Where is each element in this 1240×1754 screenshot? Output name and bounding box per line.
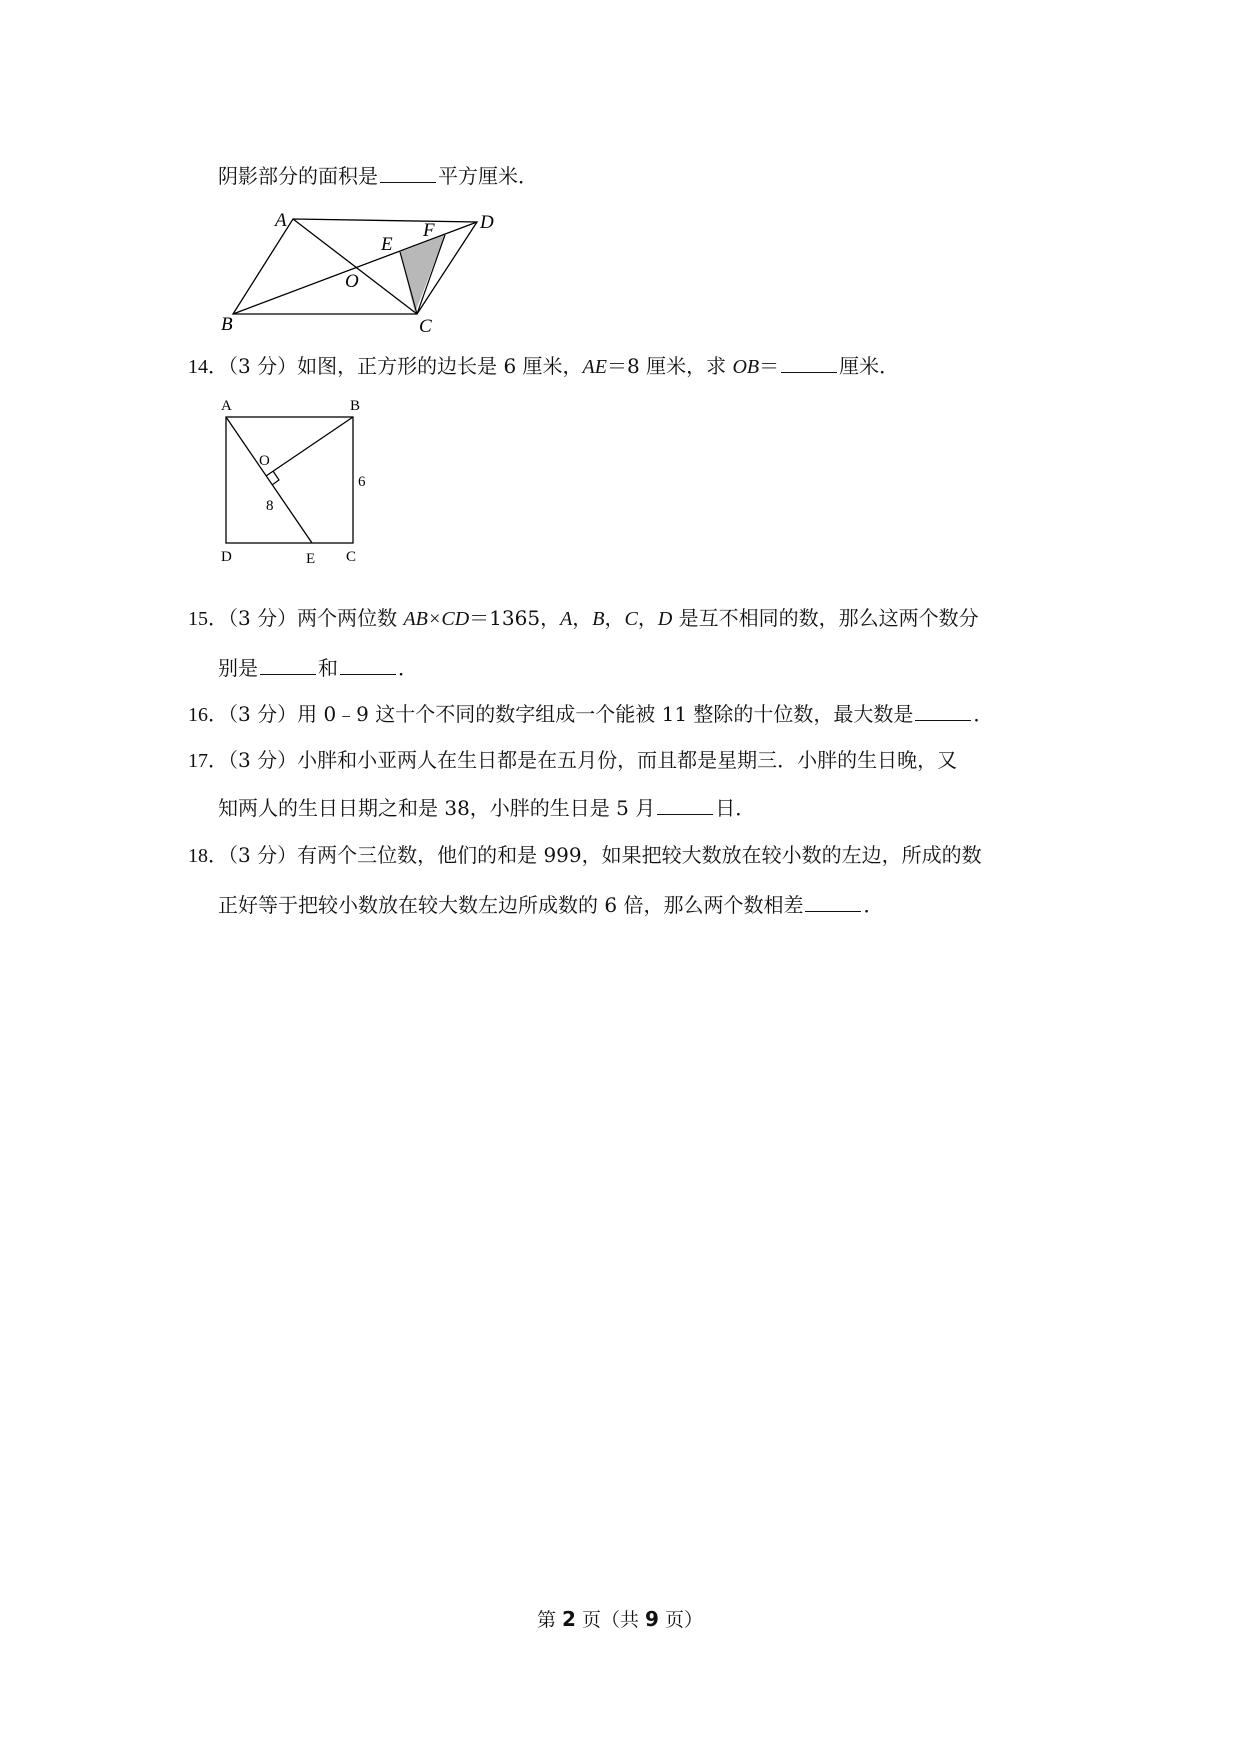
q13-answer-blank[interactable] (380, 164, 436, 183)
q15-line-2: 别是 和 ． (218, 656, 418, 680)
q16-answer-blank[interactable] (915, 702, 971, 721)
q14-answer-blank[interactable] (781, 354, 837, 373)
q18-line-2: 正好等于把较小数放在较大数左边所成数的 6 倍，那么两个数相差 ． (218, 893, 884, 917)
q14-right-angle-mark (272, 471, 279, 485)
q13-label-f: F (423, 220, 435, 241)
page-number: 2 (562, 1607, 576, 1631)
q14-label-d: D (221, 549, 232, 565)
q13-label-c: C (419, 316, 432, 335)
q13-parallelogram-figure (215, 210, 515, 335)
page-total: 9 (645, 1607, 659, 1631)
q14-label-e: E (306, 551, 316, 567)
q14-label-side: 6 (358, 474, 366, 490)
q14-label-b: B (350, 398, 361, 414)
q18-line-1: 18．（3 分）有两个三位数，他们的和是 999，如果把较大数放在较小数的左边，所成的数 (188, 843, 982, 867)
q14-segment-bo (266, 417, 353, 476)
q17-line-1: 17．（3 分）小胖和小亚两人在生日都是在五月份，而且都是星期三．小胖的生日晚，又 (188, 748, 958, 772)
q13-diagonal-bd (233, 222, 477, 314)
q14-square (226, 417, 353, 543)
q17-answer-blank[interactable] (657, 796, 713, 815)
q14-label-o: O (259, 453, 270, 469)
q15-line-1: 15．（3 分）两个两位数 AB×CD＝1365，A，B，C，D 是互不相同的数，那么这两个数分 (188, 606, 979, 630)
q15-answer-blank-2[interactable] (340, 656, 396, 675)
q13-label-a: A (275, 210, 287, 231)
q14-line: 14．（3 分）如图，正方形的边长是 6 厘米，AE＝8 厘米，求 OB＝ 厘米． (188, 354, 900, 378)
q17-line-2: 知两人的生日日期之和是 38，小胖的生日是 5 月 日． (218, 796, 756, 820)
q13-diagonal-ac (293, 219, 417, 314)
q13-label-b: B (221, 314, 233, 335)
q14-segment-ae (226, 417, 312, 543)
q15-answer-blank-1[interactable] (260, 656, 316, 675)
q13-label-d: D (480, 212, 494, 233)
q18-answer-blank[interactable] (805, 893, 861, 912)
q13-label-o: O (345, 271, 359, 292)
q16-line: 16．（3 分）用 0﹣9 这十个不同的数字组成一个能被 11 整除的十位数，最大数是 ． (188, 702, 994, 726)
q14-label-diag: 8 (266, 498, 274, 514)
q14-square-figure (212, 393, 382, 568)
q14-label-c: C (346, 549, 357, 565)
q13-label-e: E (381, 234, 393, 255)
q13-shaded-region (400, 235, 445, 313)
q13-tail-line: 阴影部分的面积是 平方厘米． (218, 164, 538, 188)
q14-label-a: A (221, 398, 232, 414)
page-footer: 第 2 页（共 9 页） (536, 1607, 704, 1631)
